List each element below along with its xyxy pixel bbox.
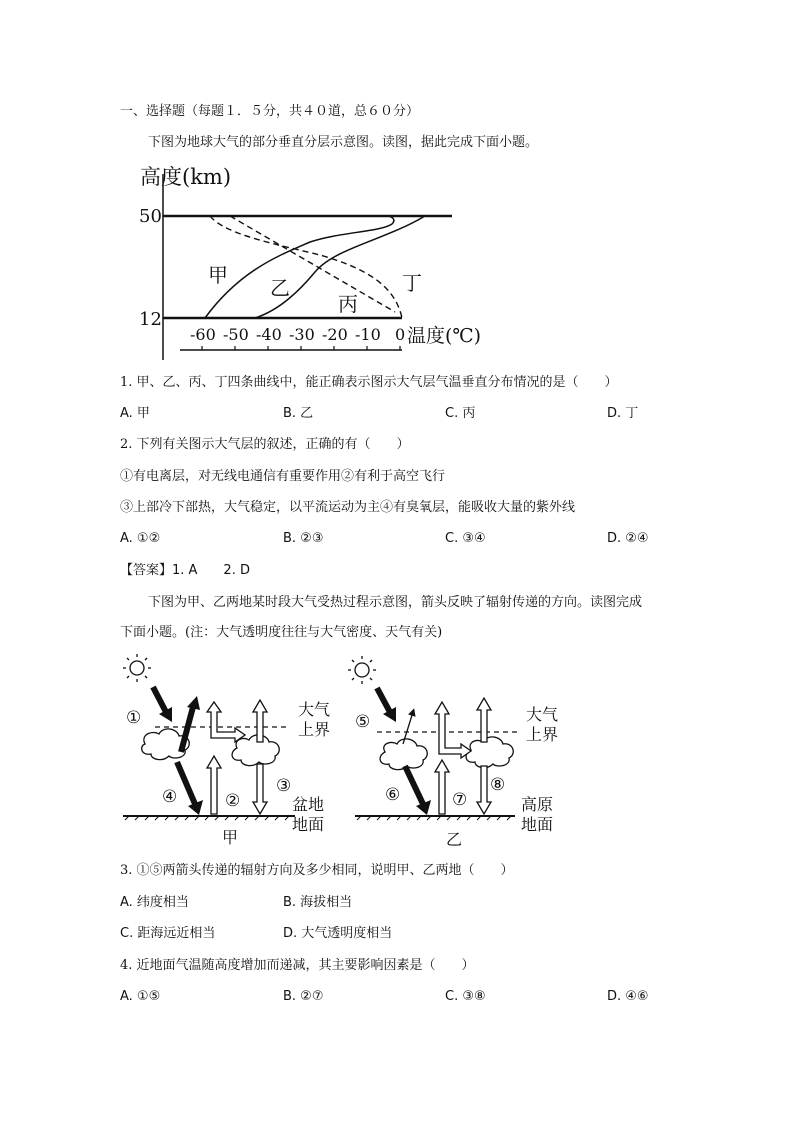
intro-text-2-line2: 下面小题。(注：大气透明度往往与大气密度、天气有关) [120, 625, 443, 640]
section-title: 一、选择题（每题１．５分，共４０道，总６０分） [120, 104, 420, 119]
q1-option-a: A. 甲 [120, 406, 150, 421]
intro-text-1: 下图为地球大气的部分垂直分层示意图。读图，据此完成下面小题。 [148, 135, 539, 150]
marker-1: ① [126, 708, 142, 728]
q3-option-b: B. 海拔相当 [283, 895, 353, 910]
q4-option-b: B. ②⑦ [283, 989, 324, 1004]
marker-4: ④ [162, 787, 178, 807]
q2-statement-2: ③上部冷下部热，大气稳定，以平流运动为主④有臭氧层，能吸收大量的紫外线 [120, 500, 576, 515]
q1-option-c: C. 丙 [445, 406, 476, 421]
sun-icon-right [348, 656, 376, 684]
curve-label-bing: 丙 [338, 292, 358, 316]
atmosphere-top-label-left-1: 大气 [298, 700, 331, 719]
marker-7: ⑦ [452, 790, 468, 810]
atmosphere-top-label-left-2: 上界 [298, 720, 331, 739]
marker-3: ③ [276, 776, 292, 796]
marker-6: ⑥ [385, 785, 401, 805]
curve-label-yi: 乙 [270, 276, 290, 300]
ground-label-right-1: 高原 [521, 795, 554, 814]
x-tick-m10: -10 [355, 325, 381, 344]
q3-option-c: C. 距海远近相当 [120, 926, 216, 941]
marker-5: ⑤ [355, 712, 371, 732]
diagram-label-jia: 甲 [222, 828, 239, 847]
x-tick-m20: -20 [322, 325, 348, 344]
q3-stem: 3. ①⑤两箭头传递的辐射方向及多少相同，说明甲、乙两地（ ） [120, 863, 514, 878]
q4-option-a: A. ①⑤ [120, 989, 161, 1004]
curve-label-jia: 甲 [208, 263, 228, 287]
q2-statement-1: ①有电离层，对无线电通信有重要作用②有利于高空飞行 [120, 469, 446, 484]
q3-option-d: D. 大气透明度相当 [283, 926, 393, 941]
atmosphere-top-label-right-1: 大气 [526, 705, 559, 724]
ground-label-left-1: 盆地 [292, 795, 325, 814]
x-tick-0: 0 [395, 325, 406, 344]
intro-text-2-line1: 下图为甲、乙两地某时段大气受热过程示意图，箭头反映了辐射传递的方向。读图完成 [148, 595, 643, 610]
x-axis-title: 温度(℃) [407, 325, 482, 347]
q1-stem: 1. 甲、乙、丙、丁四条曲线中，能正确表示图示大气层气温垂直分布情况的是（ ） [120, 375, 618, 390]
q2-option-b: B. ②③ [283, 531, 324, 546]
q2-option-c: C. ③④ [445, 531, 486, 546]
q4-option-c: C. ③⑧ [445, 989, 486, 1004]
curve-ding [210, 216, 402, 318]
q3-option-a: A. 纬度相当 [120, 895, 189, 910]
marker-8: ⑧ [490, 775, 506, 795]
x-tick-m40: -40 [256, 325, 282, 344]
q2-option-d: D. ②④ [607, 531, 649, 546]
sun-icon-left [123, 654, 151, 682]
ground-label-left-2: 地面 [292, 815, 325, 834]
marker-2: ② [225, 791, 241, 811]
q4-stem: 4. 近地面气温随高度增加而递减，其主要影响因素是（ ） [120, 958, 475, 973]
y-tick-top: 50 [139, 206, 162, 227]
cloud-right-2 [466, 737, 513, 768]
curve-jia [205, 216, 394, 318]
diagram-label-yi: 乙 [446, 830, 463, 849]
x-tick-m60: -60 [190, 325, 216, 344]
y-tick-bottom: 12 [139, 309, 162, 330]
ground-label-right-2: 地面 [521, 815, 554, 834]
atmosphere-top-label-right-2: 上界 [526, 725, 559, 744]
q1-option-d: D. 丁 [607, 406, 639, 421]
x-tick-m50: -50 [223, 325, 249, 344]
q2-stem: 2. 下列有关图示大气层的叙述，正确的有（ ） [120, 437, 410, 452]
q2-option-a: A. ①② [120, 531, 161, 546]
x-tick-m30: -30 [289, 325, 315, 344]
q4-option-d: D. ④⑥ [607, 989, 649, 1004]
curve-label-ding: 丁 [402, 271, 422, 295]
answer-text: 【答案】1. A 2. D [120, 563, 250, 578]
q1-option-b: B. 乙 [283, 406, 314, 421]
y-axis-title: 高度(km) [140, 165, 232, 189]
